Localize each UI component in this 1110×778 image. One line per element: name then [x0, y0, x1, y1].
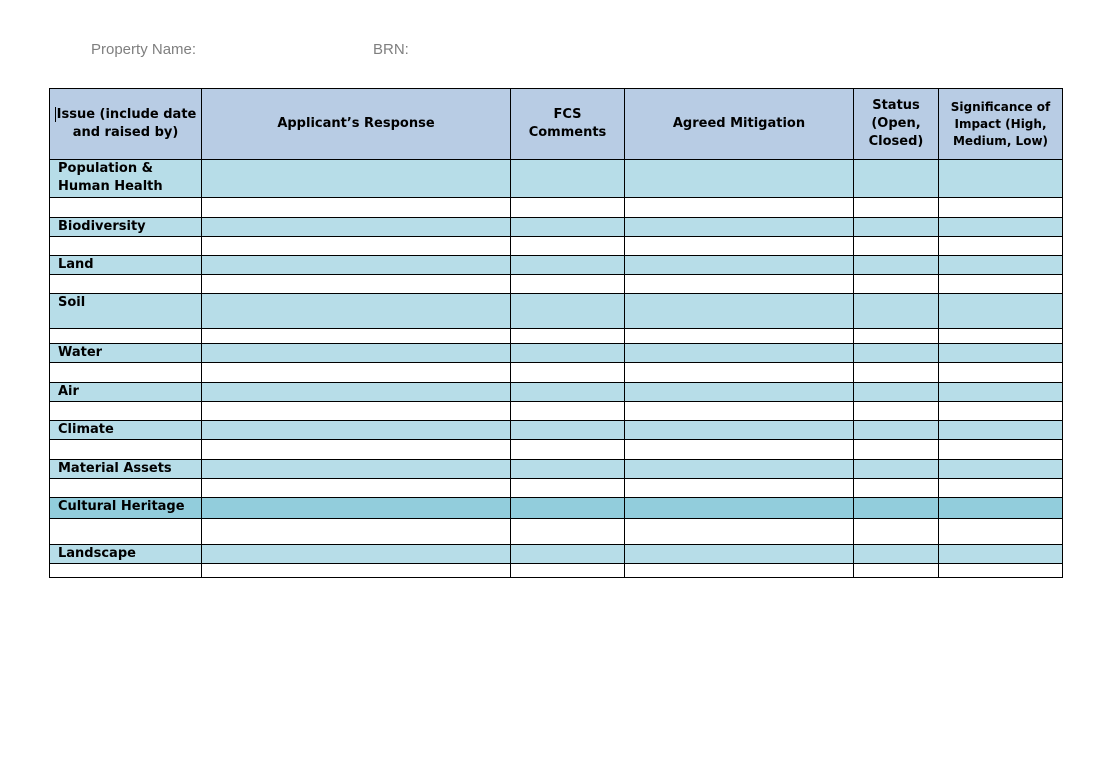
table-cell[interactable] [511, 160, 625, 198]
table-cell[interactable] [50, 440, 202, 460]
table-cell[interactable] [854, 275, 939, 294]
table-cell[interactable] [939, 421, 1063, 440]
table-cell[interactable] [202, 160, 511, 198]
table-cell[interactable] [939, 237, 1063, 256]
table-cell[interactable] [854, 344, 939, 363]
table-cell[interactable] [854, 256, 939, 275]
table-cell[interactable] [854, 383, 939, 402]
text-cursor [55, 107, 56, 122]
table-cell[interactable] [854, 294, 939, 329]
issues-table [49, 88, 1063, 578]
topic-row-landscape [50, 545, 1063, 564]
table-cell[interactable] [202, 329, 511, 344]
table-cell[interactable] [202, 363, 511, 383]
topic-row-material-assets [50, 460, 1063, 479]
column-header-significance[interactable]: Significance of Impact (High, Medium, Low) [939, 89, 1063, 160]
table-cell[interactable] [939, 460, 1063, 479]
topic-row-population-human-health [50, 160, 1063, 198]
table-cell[interactable] [202, 198, 511, 218]
table-cell[interactable] [854, 218, 939, 237]
table-cell[interactable] [511, 218, 625, 237]
table-cell[interactable] [50, 329, 202, 344]
topic-label-air[interactable]: Air [50, 383, 202, 402]
table-cell[interactable] [511, 383, 625, 402]
topic-row-air [50, 383, 1063, 402]
topic-label-soil[interactable]: Soil [50, 294, 202, 329]
table-cell[interactable] [939, 479, 1063, 498]
table-cell[interactable] [511, 545, 625, 564]
table-cell[interactable] [625, 460, 854, 479]
table-cell[interactable] [939, 329, 1063, 344]
table-cell[interactable] [50, 402, 202, 421]
table-cell[interactable] [50, 198, 202, 218]
brn-label: BRN: [373, 41, 409, 58]
table-cell[interactable] [202, 421, 511, 440]
table-cell[interactable] [854, 329, 939, 344]
table-cell[interactable] [854, 363, 939, 383]
table-cell[interactable] [625, 421, 854, 440]
entry-row [50, 363, 1063, 383]
column-header-applicant-response[interactable]: Applicant’s Response [202, 89, 511, 160]
table-cell[interactable] [202, 256, 511, 275]
table-cell[interactable] [854, 545, 939, 564]
column-header-issue[interactable] [50, 89, 202, 160]
topic-row-water [50, 344, 1063, 363]
table-cell[interactable] [939, 160, 1063, 198]
table-cell[interactable] [625, 198, 854, 218]
table-cell[interactable] [511, 363, 625, 383]
table-cell[interactable] [939, 402, 1063, 421]
table-cell[interactable] [625, 256, 854, 275]
table-cell[interactable] [202, 275, 511, 294]
table-cell[interactable] [854, 519, 939, 545]
table-cell[interactable] [939, 363, 1063, 383]
table-cell[interactable] [939, 545, 1063, 564]
table-cell[interactable] [939, 218, 1063, 237]
table-cell[interactable] [202, 383, 511, 402]
table-cell[interactable] [939, 294, 1063, 329]
topic-label-material-assets[interactable]: Material Assets [50, 460, 202, 479]
table-cell[interactable] [854, 402, 939, 421]
topic-label-land[interactable]: Land [50, 256, 202, 275]
entry-row [50, 564, 1063, 578]
table-cell[interactable] [939, 519, 1063, 545]
table-cell[interactable] [511, 275, 625, 294]
table-cell[interactable] [625, 218, 854, 237]
table-cell[interactable] [939, 564, 1063, 578]
topic-row-biodiversity [50, 218, 1063, 237]
table-cell[interactable] [202, 479, 511, 498]
table-cell[interactable] [50, 363, 202, 383]
column-header-fcs-comments[interactable]: FCS Comments [511, 89, 625, 160]
table-cell[interactable] [50, 479, 202, 498]
table-cell[interactable] [202, 237, 511, 256]
table-cell[interactable] [202, 402, 511, 421]
column-header-status[interactable]: Status (Open, Closed) [854, 89, 939, 160]
table-cell[interactable] [625, 344, 854, 363]
topic-row-cultural-heritage [50, 498, 1063, 519]
table-cell[interactable] [625, 564, 854, 578]
table-cell[interactable] [625, 363, 854, 383]
table-cell[interactable] [854, 564, 939, 578]
column-header-issue-label: Issue (include date and raised by) [56, 107, 197, 140]
table-cell[interactable] [625, 160, 854, 198]
topic-row-climate [50, 421, 1063, 440]
table-cell[interactable] [511, 498, 625, 519]
table-cell[interactable] [202, 545, 511, 564]
table-cell[interactable] [202, 344, 511, 363]
topic-label-water[interactable]: Water [50, 344, 202, 363]
table-cell[interactable] [511, 519, 625, 545]
table-cell[interactable] [511, 256, 625, 275]
topic-label-cultural-heritage[interactable]: Cultural Heritage [50, 498, 202, 519]
table-cell[interactable] [939, 344, 1063, 363]
table-cell[interactable] [511, 198, 625, 218]
topic-row-land [50, 256, 1063, 275]
topic-label-landscape[interactable]: Landscape [50, 545, 202, 564]
entry-row [50, 519, 1063, 545]
entry-row [50, 198, 1063, 218]
table-cell[interactable] [854, 498, 939, 519]
table-cell[interactable] [511, 460, 625, 479]
table-cell[interactable] [202, 519, 511, 545]
table-cell[interactable] [854, 479, 939, 498]
table-cell[interactable] [854, 198, 939, 218]
table-cell[interactable] [854, 440, 939, 460]
entry-row [50, 479, 1063, 498]
entry-row [50, 440, 1063, 460]
table-cell[interactable] [202, 564, 511, 578]
table-cell[interactable] [511, 440, 625, 460]
table-cell[interactable] [854, 421, 939, 440]
topic-label-biodiversity[interactable]: Biodiversity [50, 218, 202, 237]
entry-row [50, 329, 1063, 344]
table-cell[interactable] [50, 519, 202, 545]
topic-label-climate[interactable]: Climate [50, 421, 202, 440]
table-cell[interactable] [202, 294, 511, 329]
entry-row [50, 402, 1063, 421]
table-cell[interactable] [511, 421, 625, 440]
table-cell[interactable] [202, 218, 511, 237]
table-cell[interactable] [50, 275, 202, 294]
table-cell[interactable] [625, 294, 854, 329]
table-cell[interactable] [854, 160, 939, 198]
table-cell[interactable] [511, 294, 625, 329]
topic-row-soil [50, 294, 1063, 329]
table-cell[interactable] [625, 498, 854, 519]
table-cell[interactable] [625, 237, 854, 256]
table-cell[interactable] [854, 237, 939, 256]
table-cell[interactable] [625, 519, 854, 545]
table-cell[interactable] [50, 564, 202, 578]
table-cell[interactable] [939, 256, 1063, 275]
table-cell[interactable] [939, 498, 1063, 519]
table-cell[interactable] [202, 440, 511, 460]
table-cell[interactable] [202, 460, 511, 479]
table-header-row [50, 89, 1063, 160]
table-cell[interactable] [939, 198, 1063, 218]
property-name-label: Property Name: [91, 41, 197, 58]
table-cell[interactable] [625, 479, 854, 498]
table-cell[interactable] [511, 402, 625, 421]
table-cell[interactable] [511, 564, 625, 578]
table-cell[interactable] [511, 479, 625, 498]
table-cell[interactable] [511, 329, 625, 344]
table-cell[interactable] [625, 402, 854, 421]
entry-row [50, 275, 1063, 294]
table-cell[interactable] [854, 460, 939, 479]
table-cell[interactable] [625, 545, 854, 564]
table-cell[interactable] [625, 275, 854, 294]
table-cell[interactable] [939, 440, 1063, 460]
table-cell[interactable] [202, 498, 511, 519]
table-cell[interactable] [50, 237, 202, 256]
topic-label-population-human-health[interactable]: Population & Human Health [50, 160, 202, 198]
table-cell[interactable] [625, 329, 854, 344]
column-header-agreed-mitigation[interactable]: Agreed Mitigation [625, 89, 854, 160]
table-cell[interactable] [511, 344, 625, 363]
table-cell[interactable] [625, 383, 854, 402]
table-cell[interactable] [939, 275, 1063, 294]
entry-row [50, 237, 1063, 256]
table-cell[interactable] [939, 383, 1063, 402]
table-cell[interactable] [511, 237, 625, 256]
table-cell[interactable] [625, 440, 854, 460]
